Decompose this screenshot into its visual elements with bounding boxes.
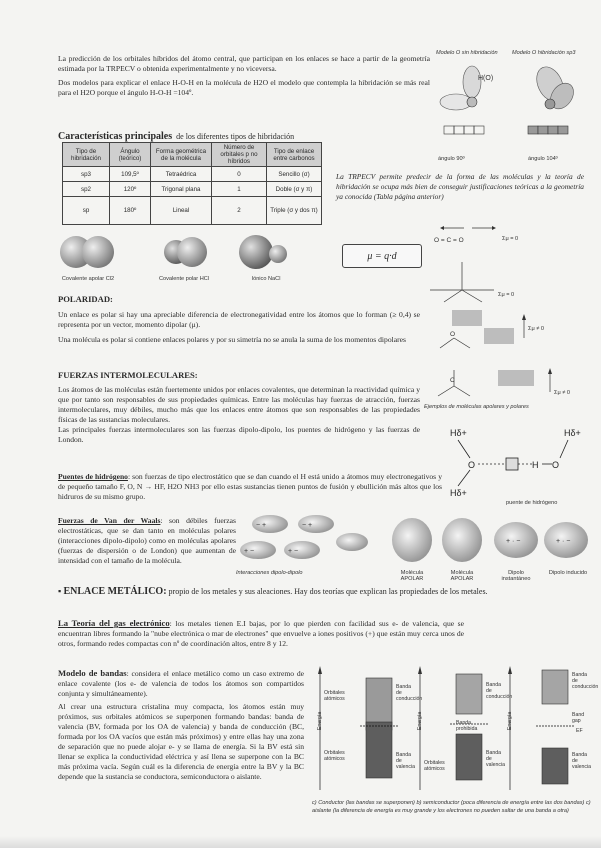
dipole-sum-nonzero-2: Σμ ≠ 0: [554, 390, 570, 396]
hybrid-cell: Doble (σ y π): [267, 182, 322, 197]
molecule-images: [56, 230, 296, 290]
svg-text:O: O: [552, 460, 560, 470]
fuerzas-paragraph-2: Las principales fuerzas intermoleculares son las fuerzas dipolo-dipolo, los puentes de hidrógeno y las fuerzas de London.: [58, 425, 420, 444]
dipole-examples-caption: Ejemplos de moléculas apolares y polares: [424, 404, 529, 410]
metal-bullet: ▪: [58, 586, 64, 596]
hybrid-cell: 180º: [110, 197, 151, 225]
svg-text:+ −: + −: [288, 548, 299, 555]
svg-text:O: O: [450, 331, 456, 338]
bandas-title: Modelo de bandas: [58, 668, 127, 678]
fuerzas-paragraph-1: Los átomos de las moléculas están fuertemente unidos por enlaces covalentes, que determinan la reactividad química y que por tanto son responsables de sus propiedades químicas. Entre las moléculas hay fuerzas de atracción, fuerzas intermoleculares, muy débiles, mucho más que los enlaces entre átomos que son responsables de las propiedades físicas de las sustancias moleculares.: [58, 385, 420, 424]
hydrogen-bond-drawing: [444, 420, 594, 500]
metal-text: propio de los metales y sus aleaciones. Hay dos teorías que explican las propiedades de los metales.: [168, 587, 488, 596]
band-label-ef: EF: [576, 728, 583, 734]
vdw-diagrams: [236, 512, 594, 584]
vdw-text: : son débiles fuerzas electrostáticas, que se dan tanto en moléculas polares (interacciones dipolo-dipolo) como en moléculas apolares (fuerzas de dispersión o de London) que aumentan de intensidad con el tamaño de la molécula.: [58, 516, 236, 565]
hybrid-header-cell: Tipo de enlace entre carbonos: [267, 143, 322, 167]
vdw-caption-dipolo: Interacciones dipolo-dipolo: [236, 570, 303, 576]
gas-text: : los metales tienen E.I bajas, por lo que pierden con facilidad sus e- de valencia, que se encuentran libres formando la "nube electrónica o mar de electrones" que envuelve a iones positivos (+) que están muy cerca unos de otros, formando redes compactas con nº de coordinación altos, entre 8 y 12.: [58, 619, 464, 648]
dipole-formula: μ = q·d: [367, 250, 397, 262]
vdw-section: [58, 516, 236, 566]
band-energy-label-2: Energía: [417, 711, 424, 731]
hybrid-header-cell: Número de orbitales p no híbridos: [212, 143, 267, 167]
molecule-spheres: [56, 230, 296, 278]
svg-text:+ −: + −: [244, 548, 255, 555]
hybrid-cell: 2: [212, 197, 267, 225]
hbond-text: : son fuerzas de tipo electrostático que se dan cuando el H está unido a átomos muy electronegativos y de pequeño tamaño F, O, N → HF, H2O NH3 por ello estas sustancias tienen puntos de fusión y ebullición más altos que los hidruros de su mismo grupo.: [58, 472, 442, 501]
band-label-bv-3: Banda de valencia: [572, 752, 592, 770]
hybrid-cell: 1: [212, 182, 267, 197]
hybrid-cell: 0: [212, 167, 267, 182]
hybrid-table: [62, 142, 322, 225]
water-orbital-drawing: [436, 60, 586, 156]
molecule-caption-nacl: Iónico NaCl: [251, 276, 281, 282]
vdw-caption-apolar-1: Molécula APOLAR: [400, 570, 424, 582]
trpecv-note: La TRPECV permite predecir de la forma de las moléculas y la teoría de hibridación se ocupa más bien de conseguir justificaciones teóricas a la geometría ya conocida (Tabla página anterior): [336, 172, 584, 201]
vdw-drawing: [236, 512, 594, 570]
hybrid-cell: Sencillo (σ): [267, 167, 322, 182]
metal-section: [58, 586, 578, 597]
hybrid-table-row: [63, 197, 322, 225]
dipole-examples: [424, 210, 590, 416]
dipole-sum-zero-2: Σμ = 0: [498, 292, 515, 298]
band-diagram-caption: c) Conductor (las bandas se superponen) b) semiconductor (poca diferencia de energía entre las dos bandas) c) aislante (la diferencia de energía es muy grande y los electrones no pueden saltar de una banda a otra): [312, 800, 591, 814]
svg-text:O = C = O: O = C = O: [434, 237, 464, 244]
svg-text:H(O): H(O): [478, 75, 494, 82]
hybrid-cell: Triple (σ y dos π): [267, 197, 322, 225]
intro-paragraph-2: Dos modelos para explicar el enlace H-O-H en la molécula de H2O el modelo que contempla la hibridación se más real para el H2O porque el ángulo H-O-H =104º.: [58, 78, 430, 97]
hybrid-header-cell: Tipo de hibridación: [63, 143, 110, 167]
water-angle-right: ángulo 104º: [528, 156, 558, 162]
hybrid-title-main: Características principales: [58, 131, 173, 142]
hybrid-table-row: [63, 182, 322, 197]
band-label-oa-3: Orbitales atómicos: [424, 760, 445, 772]
band-label-oa-1: Orbitales atómicos: [324, 690, 345, 702]
hybrid-cell: Tetraédrica: [151, 167, 212, 182]
svg-text:− +: − +: [302, 522, 313, 529]
water-model-left-label: Modelo O sin hibridación: [436, 50, 498, 56]
metal-title: ENLACE METÁLICO:: [63, 586, 167, 597]
polaridad-paragraph-1: Un enlace es polar si hay una apreciable diferencia de electronegatividad entre los átomos que lo forman (≥ 0,4) se representa por un vector, momento dipolar (μ).: [58, 310, 420, 329]
band-diagram: [310, 660, 599, 798]
gas-title: La Teoría del gas electrónico: [58, 618, 170, 628]
band-energy-label-3: Energía: [507, 711, 514, 731]
vdw-caption-instantaneo: Dipolo instantáneo: [501, 570, 531, 582]
water-angle-left: ángulo 90º: [438, 156, 465, 162]
band-diagram-drawing: [310, 660, 599, 798]
intro-paragraph-1: La predicción de los orbitales híbridos del átomo central, que participan en los enlaces se hace a partir de la geometría estimada por la TRPECV o obtenida experimentalmente y no viceversa.: [58, 54, 430, 73]
hybrid-cell: Trigonal plana: [151, 182, 212, 197]
intro-block: [58, 54, 430, 98]
hybrid-cell: sp2: [63, 182, 110, 197]
band-label-bandgap: Band gap: [572, 712, 585, 724]
svg-text:C: C: [450, 377, 455, 384]
svg-text:O: O: [468, 460, 476, 470]
bandas-text-1: : considera el enlace metálico como un caso extremo de enlace covalente (los e- de valencia de todos los átomos son compartidos conjunta y simultáneamente).: [58, 669, 304, 698]
hybrid-title-rest: de los diferentes tipos de hibridación: [176, 132, 295, 141]
hybrid-cell: Lineal: [151, 197, 212, 225]
water-orbital-diagram: [436, 50, 586, 168]
svg-text:Hδ+: Hδ+: [564, 428, 581, 438]
molecule-caption-cl2: Covalente apolar Cl2: [61, 276, 115, 282]
vdw-title: Fuerzas de Van der Waals: [58, 516, 161, 525]
dipole-sum-zero-1: Σμ = 0: [502, 236, 519, 242]
dipole-formula-box: [342, 244, 422, 268]
hybrid-table-row: [63, 167, 322, 182]
svg-text:+ · −: + · −: [556, 538, 571, 545]
vdw-caption-apolar-2: Molécula APOLAR: [450, 570, 474, 582]
hybrid-table-header-row: [63, 143, 322, 167]
water-model-right-label: Modelo O hibridación sp3: [512, 50, 576, 56]
hbond-title: Puentes de hidrógeno: [58, 472, 128, 481]
polaridad-section: [58, 294, 420, 345]
hybrid-cell: sp3: [63, 167, 110, 182]
hybrid-header-cell: Ángulo (teórico): [110, 143, 151, 167]
vdw-caption-inducido: Dipolo inducido: [548, 570, 588, 576]
band-energy-label-1: Energía: [317, 711, 324, 731]
hydrogen-bond-label: puente de hidrógeno: [506, 500, 558, 506]
svg-text:− +: − +: [256, 522, 267, 529]
molecule-caption-hcl: Covalente polar HCl: [158, 276, 210, 282]
dipole-sum-nonzero-1: Σμ ≠ 0: [528, 326, 544, 332]
fuerzas-section: [58, 370, 420, 445]
hybrid-cell: 109,5º: [110, 167, 151, 182]
svg-text:Hδ+: Hδ+: [450, 488, 467, 498]
hbond-section: [58, 472, 442, 502]
hybrid-cell: 120º: [110, 182, 151, 197]
band-label-gap-1: Banda prohibida: [456, 720, 478, 732]
scan-bottom-edge: [0, 836, 601, 848]
bandas-section: [58, 668, 304, 782]
svg-text:H: H: [532, 460, 539, 470]
band-label-oa-2: Orbitales atómicos: [324, 750, 345, 762]
band-label-bv-1: Banda de valencia: [396, 752, 416, 770]
band-label-bc-1: Banda de conducción: [396, 684, 423, 702]
hybrid-header-cell: Forma geométrica de la molécula: [151, 143, 212, 167]
hybrid-cell: sp: [63, 197, 110, 225]
gas-section: [58, 618, 464, 649]
polaridad-title: POLARIDAD:: [58, 294, 113, 304]
hybrid-table-wrapper: [62, 142, 322, 225]
bandas-text-2: Al crear una estructura cristalina muy compacta, los átomos están muy próximos, sus orbitales atómicos se superponen formando bandas: banda de valencia (BV, formada por los OA de valencia) y banda de conducción (BC, formada por los OA vacíos que están más próximos) y entre ellas hay una zona de separación que no puede alojar e- y se llama de energía. Si la BV está sin llenar se explica la conductividad eléctrica y así llena se superpone con la BC más próxima vacía. Según cuál es la diferencia de energía entre la BV y la BC depende que la sustancia se conductora, semiconductora o aislante.: [58, 702, 304, 781]
svg-text:+ · −: + · −: [506, 538, 521, 545]
polaridad-paragraph-2: Una molécula es polar si contiene enlaces polares y por su simetría no se anula la suma de los momentos dipolares: [58, 335, 406, 344]
svg-text:Hδ+: Hδ+: [450, 428, 467, 438]
band-label-bv-2: Banda de valencia: [486, 750, 506, 768]
band-label-bc-2: Banda de conducción: [486, 682, 513, 700]
band-label-bc-3: Banda de conducción: [572, 672, 599, 690]
fuerzas-title: FUERZAS INTERMOLECULARES:: [58, 370, 198, 380]
hydrogen-bond-diagram: [444, 420, 594, 510]
